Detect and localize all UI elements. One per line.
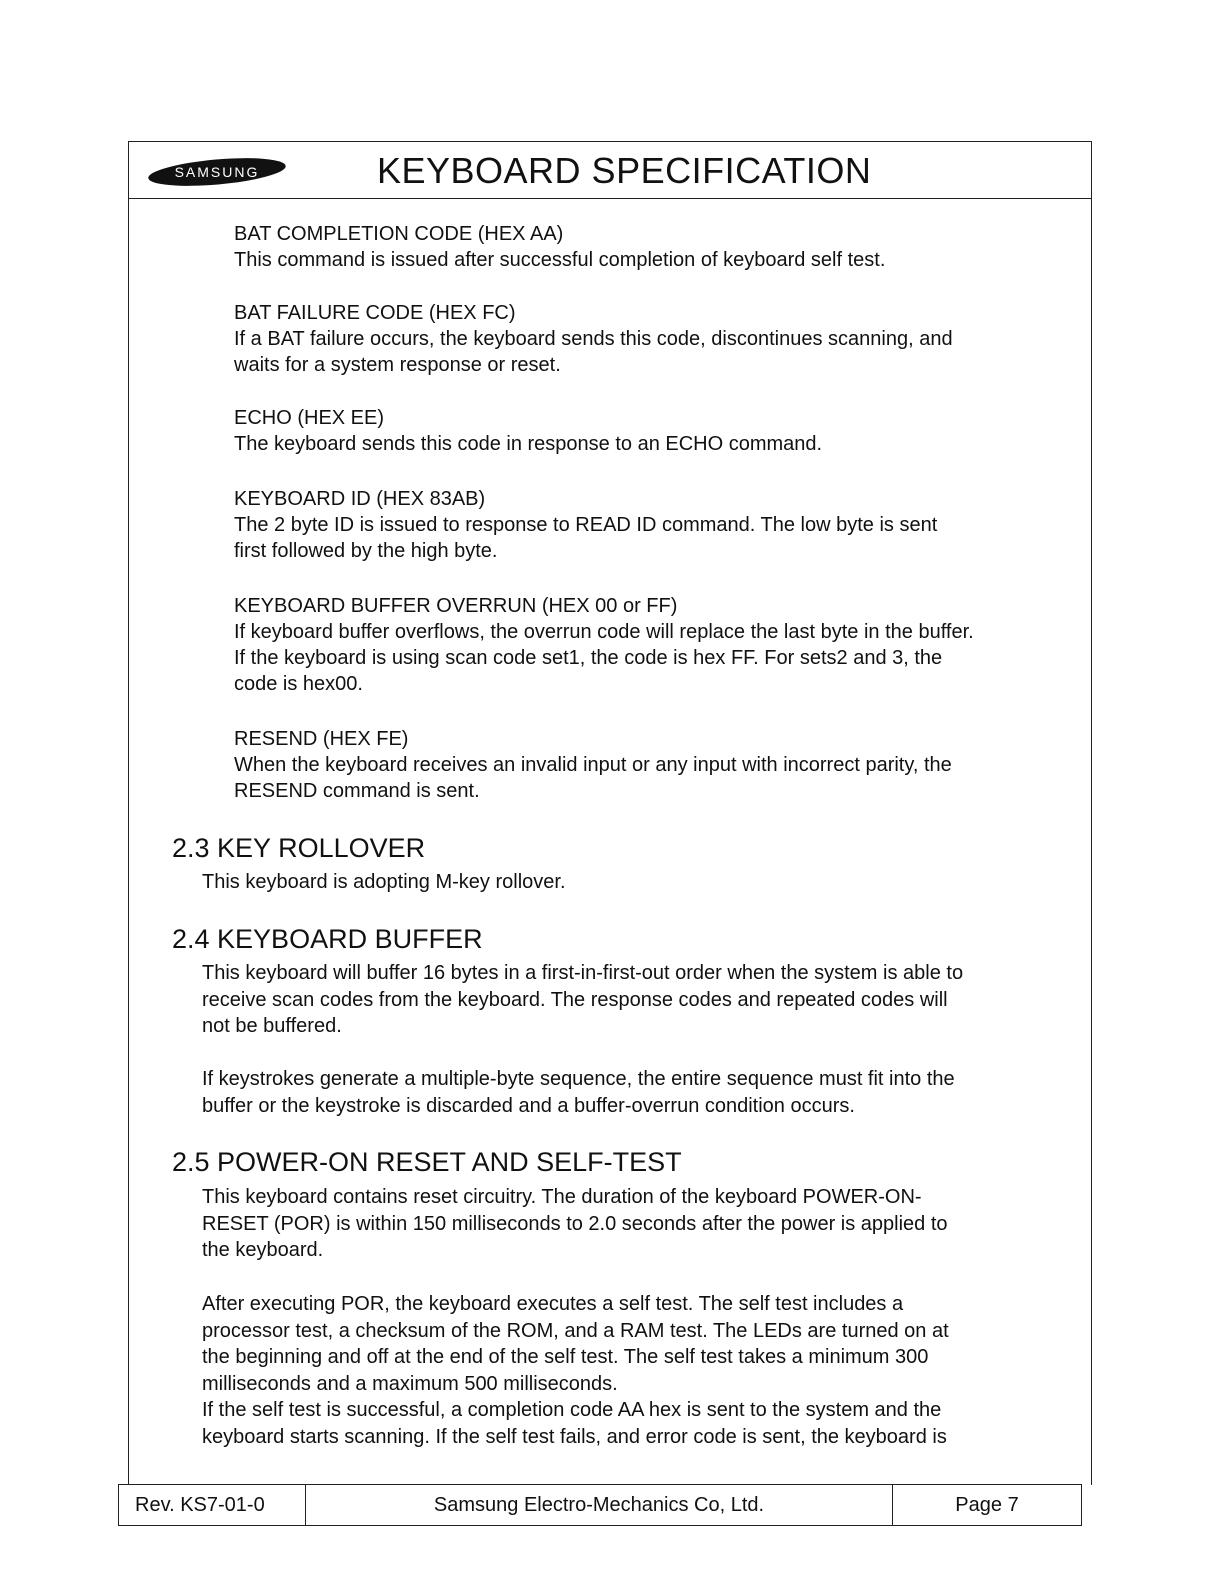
code-echo	[234, 405, 822, 457]
code-description: first followed by the high byte.	[234, 540, 498, 562]
code-description: When the keyboard receives an invalid input or any input with incorrect parity, the	[234, 754, 952, 776]
paragraph-line: buffer or the keystroke is discarded and a buffer-overrun condition occurs.	[202, 1094, 855, 1117]
revision-label: Rev. KS7-01-0	[119, 1485, 306, 1525]
code-keyboard-id	[234, 486, 937, 564]
code-description: The 2 byte ID is issued to response to READ ID command. The low byte is sent	[234, 514, 938, 536]
code-resend	[234, 726, 952, 804]
company-name: Samsung Electro-Mechanics Co, Ltd.	[306, 1485, 893, 1525]
code-description: The keyboard sends this code in response to an ECHO command.	[234, 433, 823, 455]
code-heading: KEYBOARD ID (HEX 83AB)	[234, 488, 486, 510]
code-heading: BAT FAILURE CODE (HEX FC)	[234, 302, 516, 324]
page-number: Page 7	[955, 1493, 1019, 1516]
code-description: RESEND command is sent.	[234, 780, 480, 802]
section-heading-keyboard-buffer: 2.4 KEYBOARD BUFFER	[172, 924, 483, 954]
paragraph-line: the keyboard.	[202, 1239, 324, 1261]
paragraph	[202, 1184, 948, 1264]
code-description: waits for a system response or reset.	[234, 354, 561, 376]
samsung-logo	[147, 158, 287, 186]
paragraph-line: If the self test is successful, a completion code AA hex is sent to the system and the	[202, 1399, 942, 1421]
code-description: If a BAT failure occurs, the keyboard sends this code, discontinues scanning, and	[234, 328, 953, 350]
paragraph-line: keyboard starts scanning. If the self test fails, and error code is sent, the keyboard is	[202, 1425, 947, 1448]
paragraph-line: receive scan codes from the keyboard. The response codes and repeated codes will	[202, 988, 948, 1011]
paragraph	[202, 1066, 955, 1119]
paragraph-line: RESET (POR) is within 150 milliseconds to 2.0 seconds after the power is applied to	[202, 1212, 948, 1235]
paragraph-line: not be buffered.	[202, 1015, 342, 1037]
paragraph-line: After executing POR, the keyboard executes a self test. The self test includes a	[202, 1293, 904, 1315]
paragraph-line: This keyboard is adopting M-key rollover.	[202, 871, 566, 893]
paragraph	[202, 869, 566, 896]
paragraph	[202, 1291, 949, 1450]
section-heading-power-on-reset: 2.5 POWER-ON RESET AND SELF-TEST	[172, 1147, 682, 1177]
paragraph-line: If keystrokes generate a multiple-byte sequence, the entire sequence must fit into the	[202, 1068, 955, 1090]
code-heading: RESEND (HEX FE)	[234, 728, 409, 750]
code-bat-completion	[234, 221, 885, 273]
code-description: code is hex00.	[234, 673, 363, 695]
section-heading-key-rollover: 2.3 KEY ROLLOVER	[172, 833, 426, 863]
document-footer	[118, 1484, 1082, 1526]
code-heading: KEYBOARD BUFFER OVERRUN (HEX 00 or FF)	[234, 595, 678, 617]
code-description: This command is issued after successful completion of keyboard self test.	[234, 249, 886, 271]
code-heading: ECHO (HEX EE)	[234, 407, 385, 429]
document-title: KEYBOARD SPECIFICATION	[377, 150, 872, 191]
paragraph-line: This keyboard will buffer 16 bytes in a first-in-first-out order when the system is able to	[202, 962, 964, 984]
code-heading: BAT COMPLETION CODE (HEX AA)	[234, 223, 564, 245]
paragraph-line: the beginning and off at the end of the self test. The self test takes a minimum 300	[202, 1346, 929, 1368]
paragraph	[202, 960, 963, 1040]
code-buffer-overrun	[234, 593, 974, 697]
code-description: If the keyboard is using scan code set1, the code is hex FF. For sets2 and 3, the	[234, 647, 943, 669]
code-bat-failure	[234, 300, 953, 378]
paragraph-line: milliseconds and a maximum 500 milliseconds.	[202, 1372, 618, 1395]
paragraph-line: This keyboard contains reset circuitry. The duration of the keyboard POWER-ON-	[202, 1186, 922, 1208]
paragraph-line: processor test, a checksum of the ROM, and a RAM test. The LEDs are turned on at	[202, 1319, 949, 1342]
document-header	[129, 142, 1091, 199]
code-description: If keyboard buffer overflows, the overrun code will replace the last byte in the buffer.	[234, 621, 974, 643]
logo-text: SAMSUNG	[174, 164, 260, 180]
